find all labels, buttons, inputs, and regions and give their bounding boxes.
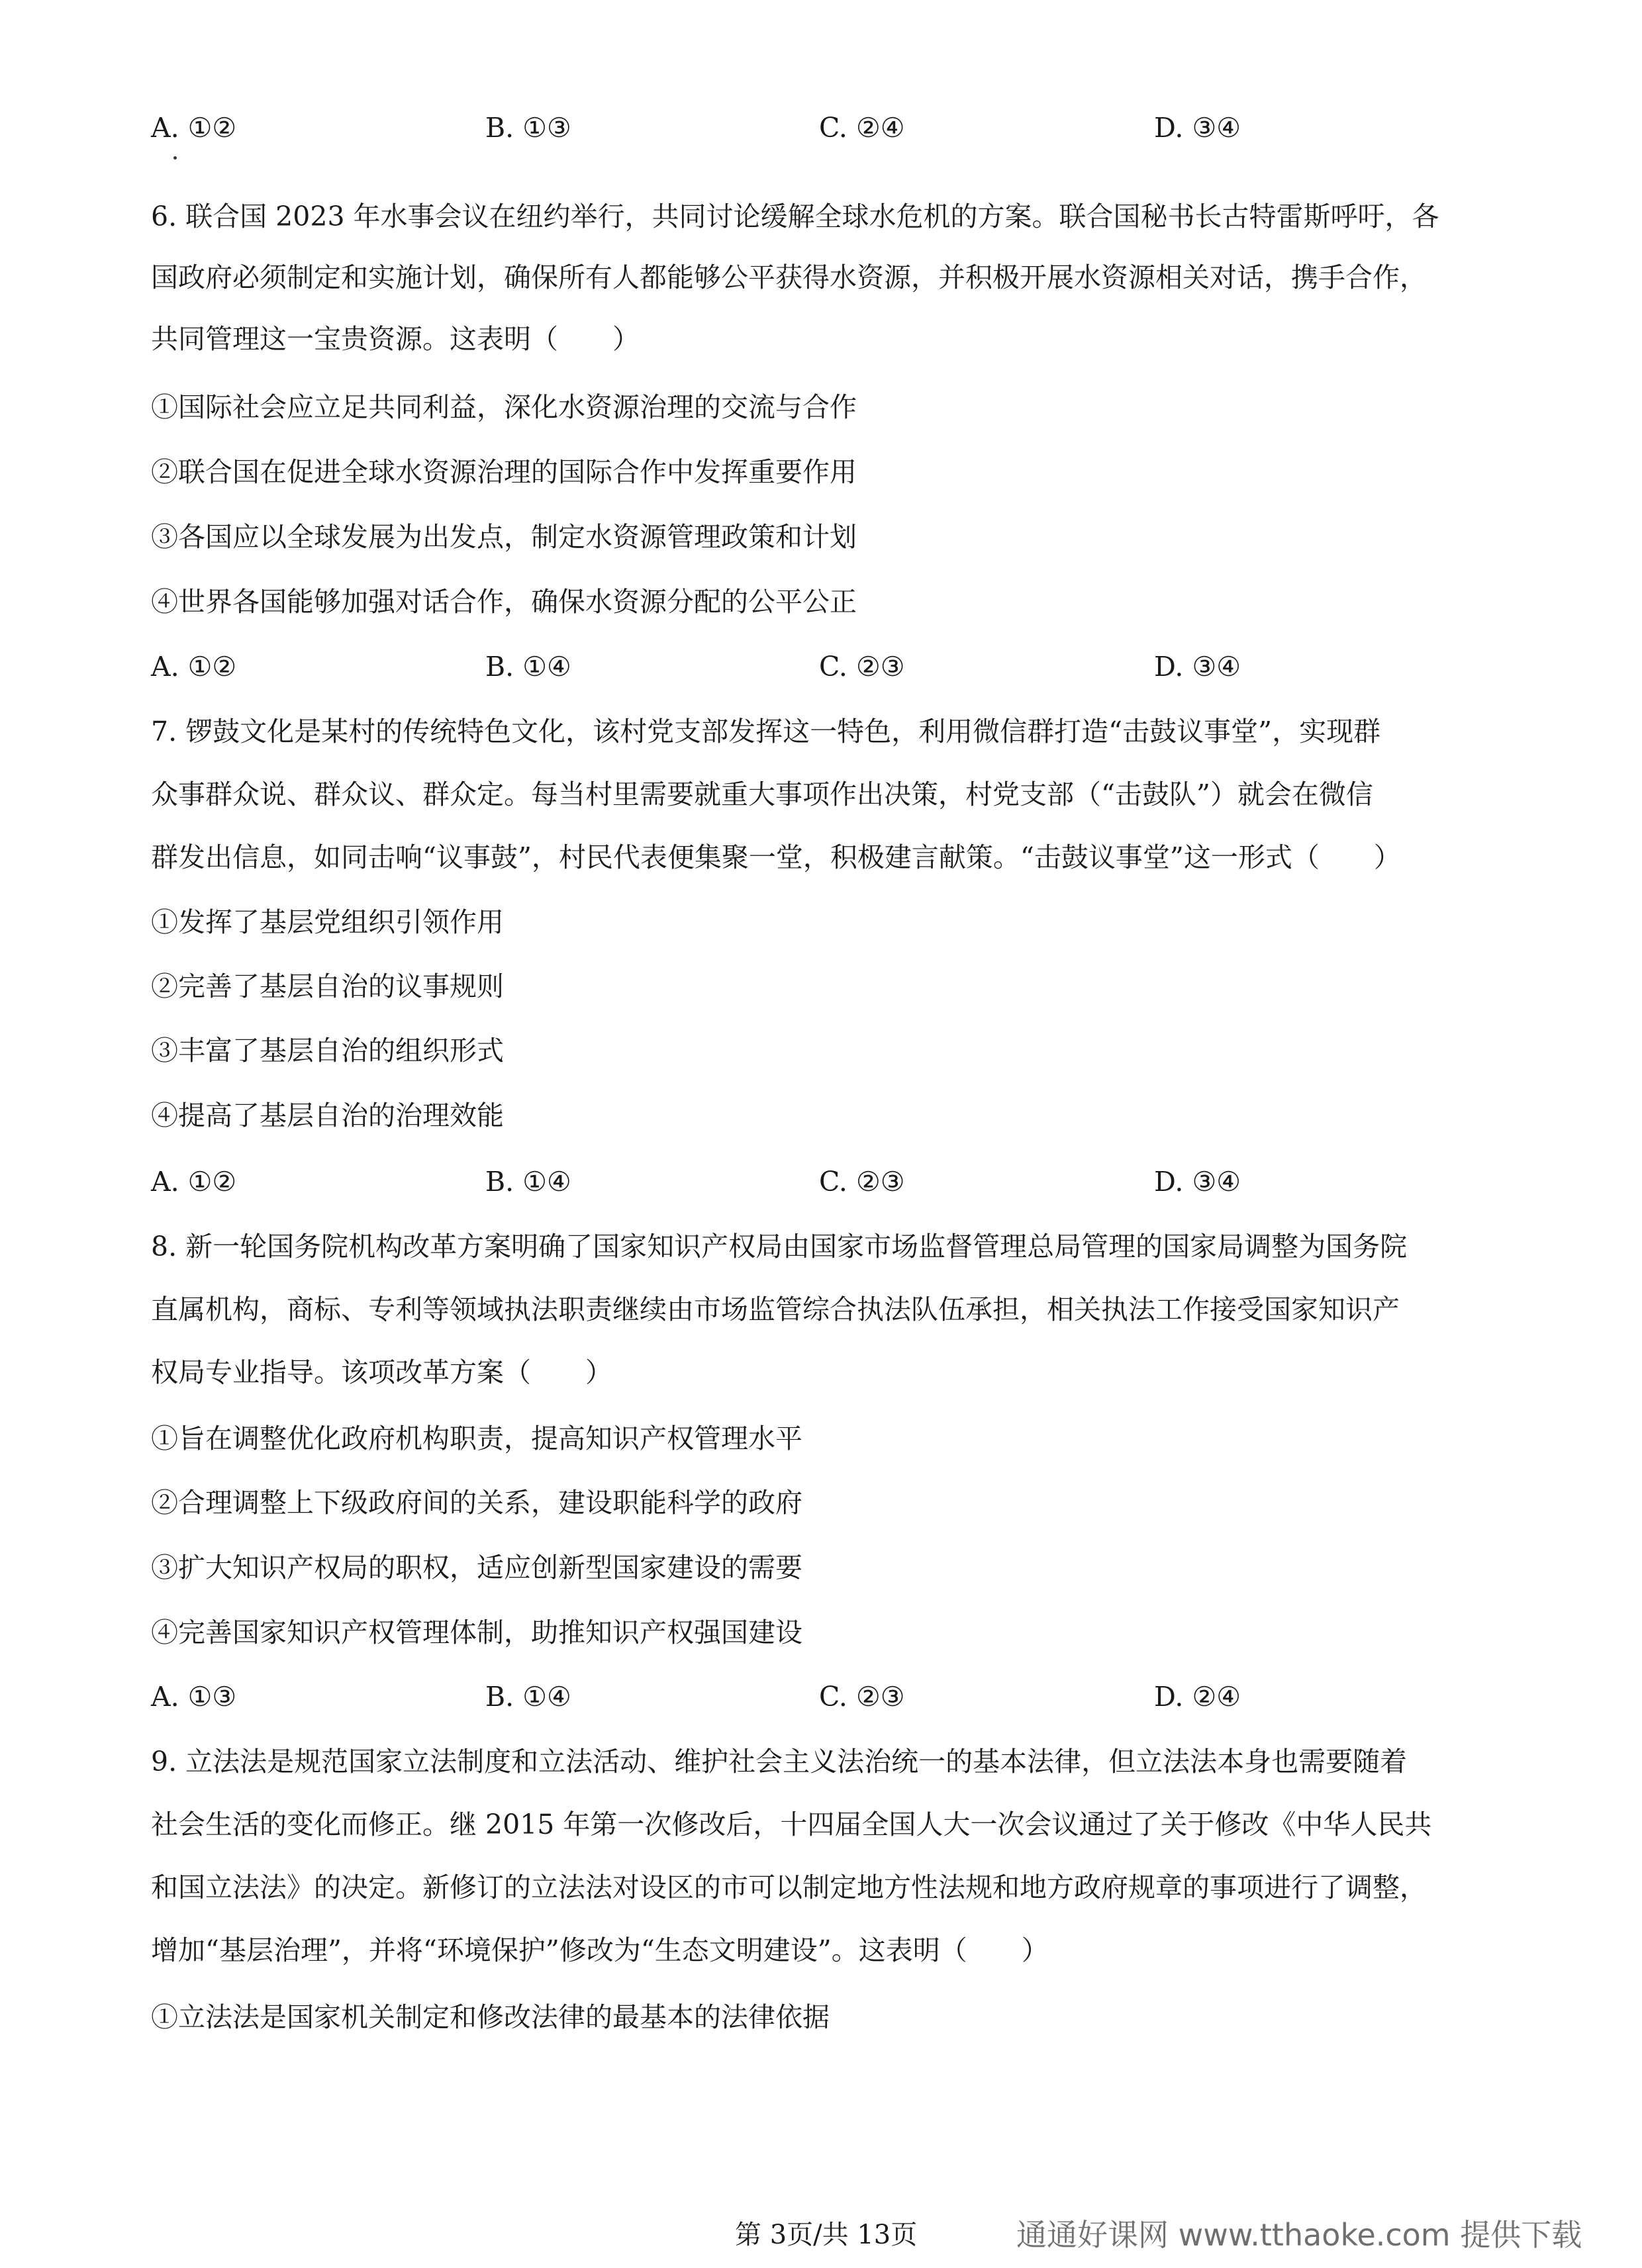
q7-options: [151, 1165, 1541, 1198]
q7-stem-line: 众事群众说、群众议、群众定。每当村里需要就重大事项作出决策，村党支部（“击鼓队”）就会在微信: [151, 779, 1373, 810]
scan-speck: [173, 156, 177, 160]
option-c: C. ②④: [819, 112, 905, 144]
q6-stem-line: 共同管理这一宝贵资源。这表明（ ）: [151, 323, 640, 355]
option-b: B. ①④: [485, 1681, 571, 1713]
q6-statement-3: ③各国应以全球发展为出发点，制定水资源管理政策和计划: [151, 521, 857, 553]
q8-statement-3: ③扩大知识产权局的职权，适应创新型国家建设的需要: [151, 1552, 802, 1583]
option-b: B. ①④: [485, 651, 571, 683]
q8-options: [151, 1680, 1541, 1713]
q8-statement-1: ①旨在调整优化政府机构职责，提高知识产权管理水平: [151, 1423, 802, 1454]
q8-stem-line: 8. 新一轮国务院机构改革方案明确了国家知识产权局由国家市场监督管理总局管理的国家局调整为国务院: [151, 1231, 1408, 1262]
q5-options: [151, 111, 1541, 144]
q8-statement-2: ②合理调整上下级政府间的关系，建设职能科学的政府: [151, 1487, 802, 1519]
q7-stem-line: 7. 锣鼓文化是某村的传统特色文化，该村党支部发挥这一特色，利用微信群打造“击鼓议事堂”，实现群: [151, 716, 1381, 747]
q6-stem-line: 国政府必须制定和实施计划，确保所有人都能够公平获得水资源，并积极开展水资源相关对话，携手合作，: [151, 261, 1427, 293]
option-b: B. ①④: [485, 1166, 571, 1198]
q7-statement-4: ④提高了基层自治的治理效能: [151, 1100, 504, 1131]
watermark: 通通好课网 www.tthaoke.com 提供下载: [1016, 2217, 1582, 2253]
q8-stem-line: 权局专业指导。该项改革方案（ ）: [151, 1356, 612, 1388]
q6-statement-1: ①国际社会应立足共同利益，深化水资源治理的交流与合作: [151, 391, 857, 423]
q7-statement-1: ①发挥了基层党组织引领作用: [151, 906, 504, 938]
option-c: C. ②③: [819, 1681, 905, 1713]
q7-statement-3: ③丰富了基层自治的组织形式: [151, 1035, 504, 1066]
q8-statement-4: ④完善国家知识产权管理体制，助推知识产权强国建设: [151, 1617, 802, 1648]
option-a: A. ①②: [151, 651, 237, 683]
option-d: D. ③④: [1154, 651, 1241, 683]
option-a: A. ①②: [151, 112, 237, 144]
option-c: C. ②③: [819, 651, 905, 683]
q8-stem-line: 直属机构，商标、专利等领域执法职责继续由市场监管综合执法队伍承担，相关执法工作接受国家知识产: [151, 1294, 1400, 1325]
q6-stem-line: 6. 联合国 2023 年水事会议在纽约举行，共同讨论缓解全球水危机的方案。联合国秘书长古特雷斯呼吁，各: [151, 201, 1439, 232]
q9-stem-line: 增加“基层治理”，并将“环境保护”修改为“生态文明建设”。这表明（ ）: [151, 1934, 1049, 1966]
page-number: 第 3页/共 13页: [735, 2220, 918, 2250]
q9-stem-line: 和国立法法》的决定。新修订的立法法对设区的市可以制定地方性法规和地方政府规章的事项进行了调整，: [151, 1871, 1427, 1903]
option-b: B. ①③: [485, 112, 571, 144]
option-a: A. ①③: [151, 1681, 237, 1713]
q7-statement-2: ②完善了基层自治的议事规则: [151, 970, 504, 1002]
q9-stem-line: 社会生活的变化而修正。继 2015 年第一次修改后，十四届全国人大一次会议通过了关于修改《中华人民共: [151, 1809, 1432, 1840]
q6-statement-4: ④世界各国能够加强对话合作，确保水资源分配的公平公正: [151, 586, 857, 618]
q9-stem-line: 9. 立法法是规范国家立法制度和立法活动、维护社会主义法治统一的基本法律，但立法法本身也需要随着: [151, 1746, 1408, 1777]
q6-options: [151, 650, 1541, 683]
option-d: D. ③④: [1154, 1166, 1241, 1198]
option-d: D. ②④: [1154, 1681, 1241, 1713]
option-a: A. ①②: [151, 1166, 237, 1198]
q9-statement-1: ①立法法是国家机关制定和修改法律的最基本的法律依据: [151, 2001, 830, 2033]
q6-statement-2: ②联合国在促进全球水资源治理的国际合作中发挥重要作用: [151, 456, 857, 488]
option-d: D. ③④: [1154, 112, 1241, 144]
q7-stem-line: 群发出信息，如同击响“议事鼓”，村民代表便集聚一堂，积极建言献策。“击鼓议事堂”这一形式（ ）: [151, 841, 1401, 873]
option-c: C. ②③: [819, 1166, 905, 1198]
